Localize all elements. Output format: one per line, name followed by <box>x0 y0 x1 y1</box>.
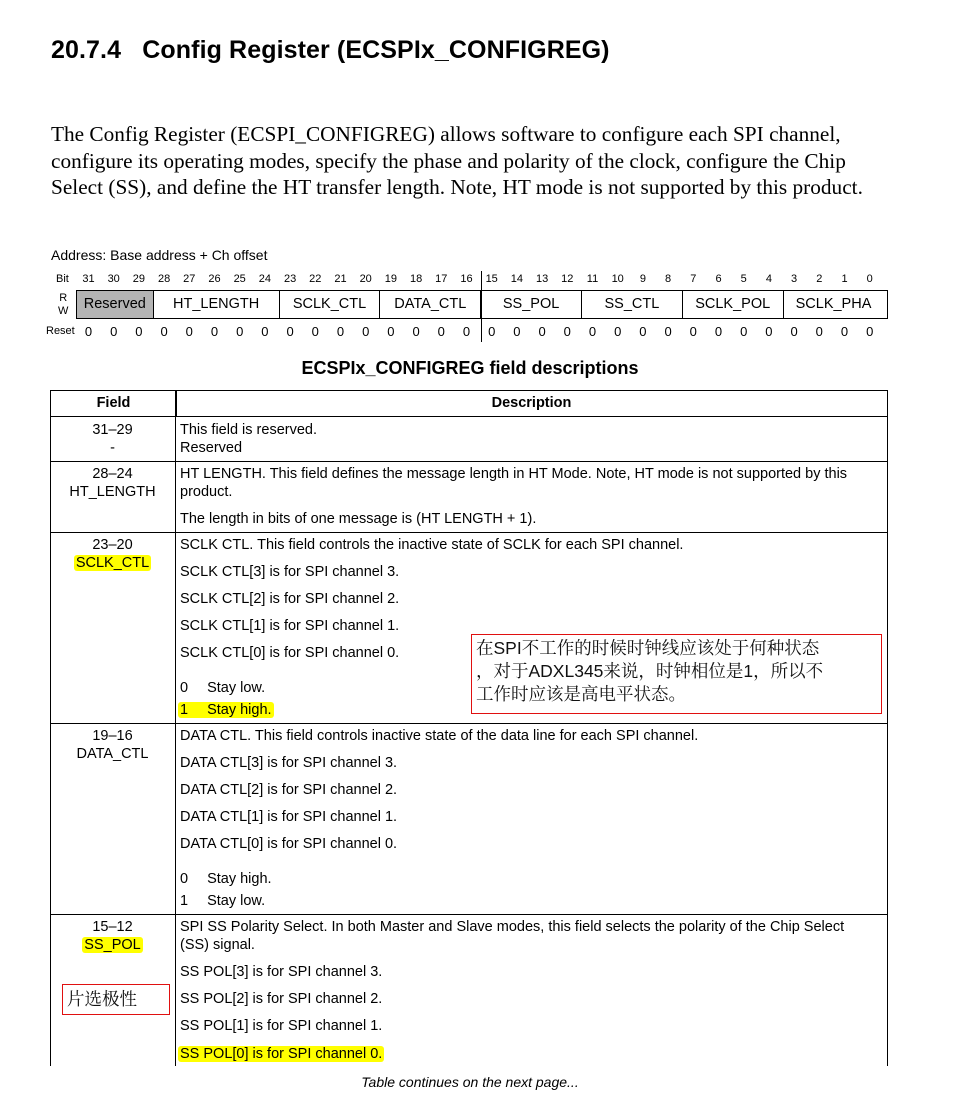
annotation-line: 工作时应该是高电平状态。 <box>476 684 686 704</box>
reset-value: 0 <box>790 324 798 339</box>
description-line: HT LENGTH. This field defines the message length in HT Mode. Note, HT mode is not supported by this <box>180 466 848 482</box>
header-field: Field <box>50 390 177 417</box>
description-line: DATA CTL[0] is for SPI channel 0. <box>180 836 398 852</box>
description-line: DATA CTL[1] is for SPI channel 1. <box>180 809 398 825</box>
intro-paragraph: The Config Register (ECSPI_CONFIGREG) allows software to configure each SPI channel, configure its operating modes, specify the phase and polarity of the clock, configure the Chip Select (SS), and define the HT transfer length. Note, HT mode is not supported by this product. <box>51 122 863 199</box>
table-column-divider <box>175 416 176 1066</box>
bit-number: 1 <box>841 273 848 285</box>
bit-number: 5 <box>740 273 747 285</box>
description-line-highlighted <box>178 1045 384 1063</box>
value-row-highlighted <box>178 701 274 719</box>
field-name: HT_LENGTH <box>69 484 156 500</box>
value-meaning: Stay high. <box>207 871 272 887</box>
bit-number: 13 <box>535 273 549 285</box>
description-line: SS POL[1] is for SPI channel 1. <box>180 1018 383 1034</box>
reset-value: 0 <box>614 324 622 339</box>
bit-number: 18 <box>409 273 423 285</box>
bit-number: 29 <box>132 273 146 285</box>
value-code: 0 <box>180 871 189 887</box>
field-bits: 19–16 <box>92 728 133 744</box>
register-field-box <box>76 290 888 319</box>
value-row <box>180 870 272 888</box>
reset-value: 0 <box>740 324 748 339</box>
reset-value: 0 <box>714 324 723 339</box>
bit-number: 27 <box>183 273 196 285</box>
bit-number: 7 <box>690 273 697 285</box>
section-number: 20.7.4 <box>51 36 122 64</box>
w-label: W <box>58 305 69 317</box>
reset-value: 0 <box>538 324 546 339</box>
bit-number: 25 <box>233 273 246 285</box>
register-field: SCLK_PHA <box>783 291 884 318</box>
annotation-line: ，对于ADXL345来说，时钟相位是1，所以不 <box>476 661 824 681</box>
value-meaning: Stay low. <box>207 680 266 696</box>
row-divider <box>50 532 888 533</box>
bit-number: 14 <box>510 273 524 285</box>
reset-value: 0 <box>765 324 773 339</box>
reset-value: 0 <box>210 324 219 339</box>
field-name-wrap <box>50 554 175 572</box>
r-label: R <box>59 292 68 304</box>
row-divider <box>50 461 888 462</box>
description-line: DATA CTL[2] is for SPI channel 2. <box>180 782 398 798</box>
description-line: SS POL[3] is for SPI channel 3. <box>180 964 383 980</box>
reset-value: 0 <box>110 324 118 339</box>
bit-number: 12 <box>561 273 574 285</box>
bit-number: 19 <box>384 273 398 285</box>
bit-number: 22 <box>309 273 322 285</box>
description-line: (SS) signal. <box>180 937 255 953</box>
table-title: ECSPIx_CONFIGREG field descriptions <box>301 358 639 378</box>
bit-label: Bit <box>56 273 69 285</box>
description-line: SCLK CTL[2] is for SPI channel 2. <box>180 591 400 607</box>
table-right-border <box>887 416 888 1066</box>
field-name: DATA_CTL <box>76 746 149 762</box>
register-address: Address: Base address + Ch offset <box>51 247 268 263</box>
reset-value: 0 <box>588 324 597 339</box>
field-name: SS_POL <box>84 937 141 953</box>
reset-value: 0 <box>488 324 496 339</box>
register-field: SCLK_POL <box>682 291 783 318</box>
description-line: This field is reserved. <box>180 422 317 438</box>
reset-value: 0 <box>563 324 571 339</box>
value-code: 1 <box>180 893 189 909</box>
reset-value: 0 <box>412 324 420 339</box>
reset-value: 0 <box>286 324 294 339</box>
reset-value: 0 <box>689 324 697 339</box>
field-bits: 23–20 <box>92 537 133 553</box>
reset-value: 0 <box>866 324 874 339</box>
field-bits: 28–24 <box>92 466 133 482</box>
ss-pol-annotation-note: 片选极性 <box>62 984 170 1015</box>
reset-value: 0 <box>664 324 672 339</box>
register-field: DATA_CTL <box>379 291 480 318</box>
bit-number: 0 <box>866 273 873 285</box>
description-line: Reserved <box>180 440 243 456</box>
row-divider <box>50 914 888 915</box>
bit-number: 30 <box>107 273 120 285</box>
bit-number: 6 <box>715 273 722 285</box>
annotation-line: 在SPI不工作的时候时钟线应该处于何种状态 <box>476 638 820 658</box>
bit-number: 16 <box>460 273 473 285</box>
section-title: Config Register (ECSPIx_CONFIGREG) <box>142 36 610 64</box>
value-highlight <box>178 702 274 718</box>
section-heading <box>51 36 610 65</box>
value-meaning: Stay high. <box>207 702 272 718</box>
reset-value: 0 <box>236 324 244 339</box>
reset-value: 0 <box>135 324 143 339</box>
description-line: SCLK CTL[3] is for SPI channel 3. <box>180 564 400 580</box>
register-field: SCLK_CTL <box>279 291 380 318</box>
highlighted-text: SS POL[0] is for SPI channel 0. <box>180 1046 383 1062</box>
field-bits: 31–29 <box>92 422 133 438</box>
description-line: SCLK CTL[1] is for SPI channel 1. <box>180 618 400 634</box>
value-row <box>180 679 265 697</box>
reset-value: 0 <box>261 324 269 339</box>
rw-label <box>58 292 68 318</box>
bit-number: 8 <box>665 273 672 285</box>
bit-number: 2 <box>816 273 823 285</box>
reset-value: 0 <box>362 324 370 339</box>
bit-number: 9 <box>639 273 646 285</box>
bit-number: 26 <box>208 273 221 285</box>
value-code: 1 <box>180 702 189 718</box>
bit-number: 28 <box>157 273 171 285</box>
bit-number: 11 <box>586 273 599 285</box>
register-field: SS_CTL <box>581 291 682 318</box>
description-line: DATA CTL. This field controls inactive state of the data line for each SPI channel. <box>180 728 699 744</box>
description-line: The length in bits of one message is (HT LENGTH + 1). <box>180 511 537 527</box>
register-field: Reserved <box>77 291 153 318</box>
description-line: product. <box>180 484 233 500</box>
bit-number: 10 <box>611 273 624 285</box>
reset-label: Reset <box>46 325 75 337</box>
reset-value: 0 <box>387 324 395 339</box>
description-line: SPI SS Polarity Select. In both Master and Slave modes, this field selects the polarity of the Chip Select <box>180 919 845 935</box>
description-line: SS POL[2] is for SPI channel 2. <box>180 991 383 1007</box>
reset-value: 0 <box>513 324 521 339</box>
reset-value: 0 <box>840 324 849 339</box>
header-description: Description <box>175 390 888 417</box>
bit-number: 3 <box>791 273 798 285</box>
bit-number: 4 <box>765 273 772 285</box>
field-name-wrap <box>50 936 175 954</box>
reset-value: 0 <box>336 324 345 339</box>
bit-number: 15 <box>485 273 498 285</box>
bit-number: 17 <box>435 273 448 285</box>
reset-value: 0 <box>437 324 445 339</box>
value-row <box>180 892 265 910</box>
row-divider <box>50 723 888 724</box>
reset-value: 0 <box>311 324 319 339</box>
field-bits: 15–12 <box>92 919 133 935</box>
continuation-note: Table continues on the next page... <box>361 1074 579 1090</box>
field-name: - <box>110 440 115 456</box>
value-meaning: Stay low. <box>207 893 266 909</box>
sclk-annotation-note <box>471 634 882 714</box>
field-name: SCLK_CTL <box>75 555 150 571</box>
bit-number: 20 <box>359 273 372 285</box>
description-line: SCLK CTL[0] is for SPI channel 0. <box>180 645 400 661</box>
reset-value: 0 <box>84 324 93 339</box>
description-line: SCLK CTL. This field controls the inactive state of SCLK for each SPI channel. <box>180 537 684 553</box>
register-field: HT_LENGTH <box>153 291 279 318</box>
reset-value: 0 <box>160 324 168 339</box>
value-code: 0 <box>180 680 189 696</box>
reset-value: 0 <box>639 324 647 339</box>
reset-value: 0 <box>462 324 471 339</box>
bit-number: 21 <box>334 273 347 285</box>
reset-value: 0 <box>815 324 823 339</box>
description-line: DATA CTL[3] is for SPI channel 3. <box>180 755 398 771</box>
reset-value: 0 <box>185 324 193 339</box>
register-field: SS_POL <box>480 291 581 318</box>
bit-number: 31 <box>82 273 95 285</box>
bit-number: 23 <box>283 273 297 285</box>
bit-number: 24 <box>258 273 272 285</box>
